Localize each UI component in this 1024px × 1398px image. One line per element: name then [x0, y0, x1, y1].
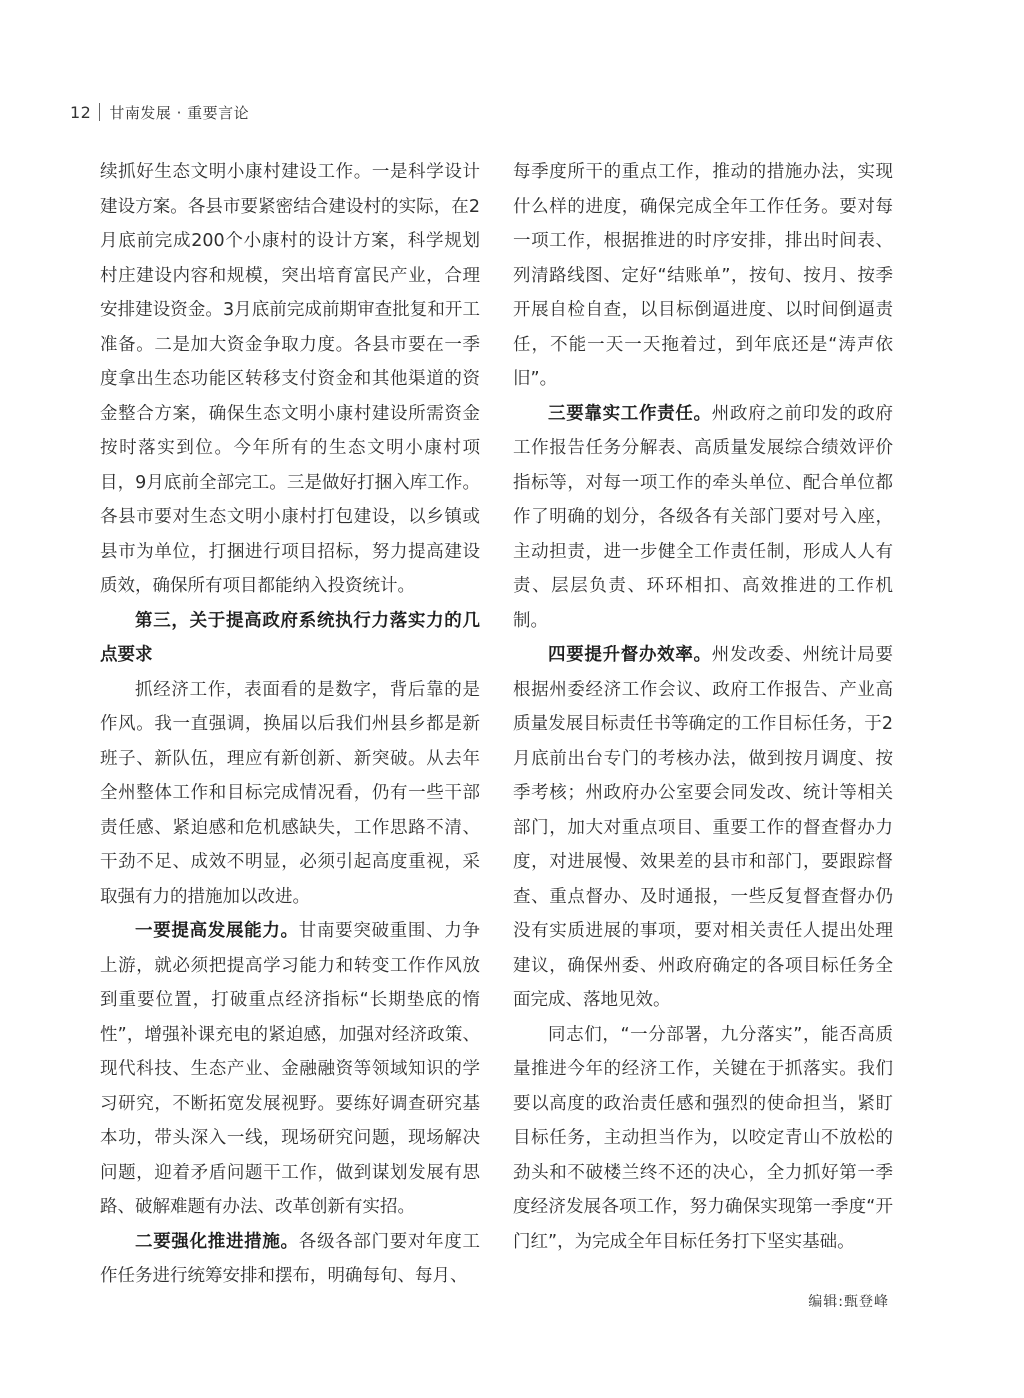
paragraph: 抓经济工作，表面看的是数字，背后靠的是作风。我一直强调，换届以后我们州县乡都是新班子、新队伍，理应有新创新、新突破。从去年全州整体工作和目标完成情况看，仍有一些干部责任感、紧迫感和危机感缺失，工作思路不清、干劲不足、成效不明显，必须引起高度重视，采取强有力的措施加以改进。 [100, 679, 480, 907]
running-header [70, 100, 249, 124]
paragraph-lead: 三要靠实工作责任。 [548, 403, 712, 424]
paragraph-lead: 一要提高发展能力。 [135, 921, 299, 941]
paragraph [100, 1225, 480, 1294]
paragraph-body: 各级各部门要对年度工作任务进行统筹安排和摆布，明确每旬、每月、 [100, 1231, 480, 1286]
paragraph: 每季度所干的重点工作，推动的措施办法，实现什么样的进度，确保完成全年工作任务。要对每一项工作，根据推进的时序安排，排出时间表、列清路线图、定好“结账单”，按旬、按月、按季开展自检自查，以目标倒逼进度、以时间倒逼责任，不能一天一天拖着过，到年底还是“涛声依旧”。 [513, 162, 893, 389]
paragraph-body: 州政府之前印发的政府工作报告任务分解表、高质量发展综合绩效评价指标等，对每一项工作的牵头单位、配合单位都作了明确的划分，各级各有关部门要对号入座，主动担责，进一步健全工作责任制，形成人人有责、层层负责、环环相扣、高效推进的工作机制。 [513, 403, 893, 631]
paragraph [100, 914, 480, 1225]
paragraph-lead: 四要提升督办效率。 [548, 645, 712, 665]
paragraph: 续抓好生态文明小康村建设工作。一是科学设计建设方案。各县市要紧密结合建设村的实际，在2月底前完成200个小康村的设计方案，科学规划村庄建设内容和规模，突出培育富民产业，合理安排建设资金。3月底前完成前期审查批复和开工准备。二是加大资金争取力度。各县市要在一季度拿出生态功能区转移支付资金和其他渠道的资金整合方案，确保生态文明小康村建设所需资金按时落实到位。今年所有的生态文明小康村项目，9月底前全部完工。三是做好打捆入库工作。各县市要对生态文明小康村打包建设，以乡镇或县市为单位，打捆进行项目招标，努力提高建设质效，确保所有项目都能纳入投资统计。 [100, 162, 480, 596]
paragraph: 同志们，“一分部署，九分落实”，能否高质量推进今年的经济工作，关键在于抓落实。我们要以高度的政治责任感和强烈的使命担当，紧盯目标任务，主动担当作为，以咬定青山不放松的劲头和不破楼兰终不还的决心，全力抓好第一季度经济发展各项工作，努力确保实现第一季度“开门红”，为完成全年目标任务打下坚实基础。 [513, 1024, 893, 1252]
right-column [513, 155, 893, 1259]
paragraph-body: 甘南要突破重围、力争上游，就必须把提高学习能力和转变工作作风放到重要位置，打破重点经济指标“长期垫底的惰性”，增强补课充电的紧迫感，加强对经济政策、现代科技、生态产业、金融融资等领域知识的学习研究，不断拓宽发展视野。要练好调查研究基本功，带头深入一线，现场研究问题，现场解决问题，迎着矛盾问题干工作，做到谋划发展有思路、破解难题有办法、改革创新有实招。 [100, 921, 480, 1217]
running-header-title: 甘南发展 · 重要言论 [109, 103, 250, 122]
header-divider [99, 103, 100, 121]
paragraph-body: 州发改委、州统计局要根据州委经济工作会议、政府工作报告、产业高质量发展目标责任书等确定的工作目标任务，于2月底前出台专门的考核办法，做到按月调度、按季考核；州政府办公室要会同发改、统计等相关部门，加大对重点项目、重要工作的督查督办力度，对进展慢、效果差的县市和部门，要跟踪督查、重点督办、及时通报，一些反复督查督办仍没有实质进展的事项，要对相关责任人提出处理建议，确保州委、州政府确定的各项目标任务全面完成、落地见效。 [513, 645, 893, 1010]
left-column [100, 155, 480, 1294]
section-heading: 第三，关于提高政府系统执行力落实力的几点要求 [100, 610, 480, 665]
paragraph [513, 397, 893, 639]
paragraph [513, 638, 893, 1018]
page-number: 12 [70, 102, 92, 122]
paragraph-lead: 二要强化推进措施。 [135, 1231, 299, 1252]
editor-credit: 编辑:甄登峰 [808, 1294, 889, 1310]
